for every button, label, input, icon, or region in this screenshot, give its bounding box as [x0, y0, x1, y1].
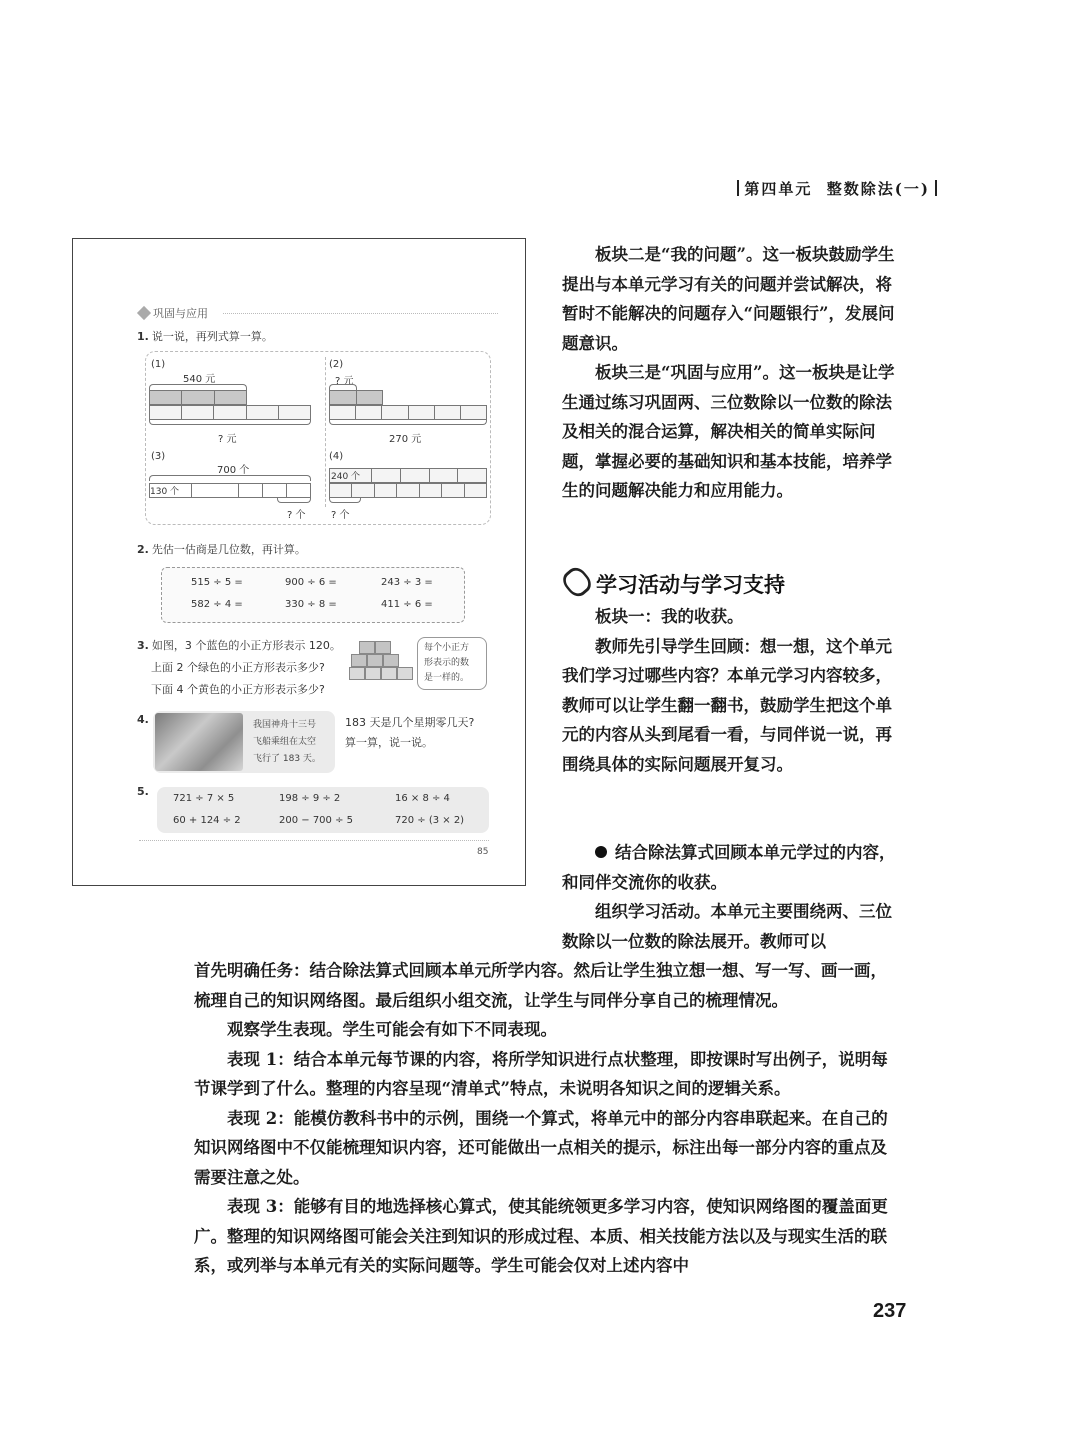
- paragraph: 板块二是“我的问题”。这一板块鼓励学生提出与本单元学习有关的问题并尝试解决，将暂时不能解决的问题存入“问题银行”，发展问题意识。: [562, 245, 895, 353]
- brace: [329, 497, 361, 503]
- q1-cell3-top: 700 个: [217, 465, 250, 476]
- brace: [277, 497, 311, 503]
- brace: [329, 419, 487, 425]
- paragraph: 表现 1：结合本单元每节课的内容，将所学知识进行点状整理，即按课时写出例子，说明每节课学到了什么。整理的内容呈现“清单式”特点，未说明各知识之间的逻辑关系。: [194, 1049, 888, 1098]
- q2-expr: 330 ÷ 8 =: [285, 599, 337, 610]
- astronauts-photo: [155, 713, 243, 771]
- paragraph: 表现 2：能模仿教科书中的示例，围绕一个算式，将单元中的部分内容串联起来。在自己的知识网络图中不仅能梳理知识内容，还可能做出一点相关的提示，标注出每一部分内容的重点及需要注意之处。: [194, 1108, 888, 1187]
- section-title: 巩固与应用: [139, 305, 208, 321]
- q1-cell3-left: 130 个: [150, 487, 180, 497]
- q4-question: 183 天是几个星期零几天? 算一算，说一说。: [345, 716, 475, 749]
- q3-cubes-figure: [349, 641, 415, 695]
- q2-prompt: 2. 先估一估商是几位数，再计算。: [137, 543, 306, 556]
- q1-cell1-strip-top: [149, 390, 247, 405]
- q5-expr: 16 × 8 ÷ 4: [395, 793, 450, 804]
- q1-cell1-num: (1): [151, 359, 166, 370]
- textbook-page-figure: [72, 238, 526, 886]
- q1-cell2-top: ? 元: [335, 376, 354, 387]
- q1-cell1-strip-bottom: [149, 405, 311, 420]
- paragraph: 板块三是“巩固与应用”。这一板块是让学生通过练习巩固两、三位数除以一位数的除法及相关的混合运算，解决相关的简单实际问题，掌握必要的基础知识和基本技能，培养学生的问题解决能力和应用能力。: [562, 363, 895, 500]
- q4-caption: 我国神舟十三号 飞船乘组在太空 飞行了 183 天。: [253, 720, 321, 764]
- q2-expr: 411 ÷ 6 =: [381, 599, 433, 610]
- q1-cell4-num: (4): [329, 451, 344, 462]
- q5-expr: 60 + 124 ÷ 2: [173, 815, 241, 826]
- right-column-bullet: [562, 838, 902, 956]
- q1-cell1-bottom: ? 元: [218, 434, 237, 445]
- q1-cell2-strip-bottom: [329, 405, 487, 420]
- q4-number: 4.: [137, 713, 149, 726]
- running-header: [732, 178, 942, 199]
- bullet-icon: [595, 846, 607, 858]
- q1-cell2-strip-top: [329, 390, 383, 405]
- header-bar-icon: [737, 180, 739, 196]
- q1-cell2-num: (2): [329, 359, 344, 370]
- q3-text: 3. 如图，3 个蓝色的小正方形表示 120。 上面 2 个绿色的小正方形表示多少? 下面 4 个黄色的小正方形表示多少?: [137, 639, 341, 696]
- paperclip-icon: [559, 564, 595, 601]
- q2-expr: 243 ÷ 3 =: [381, 577, 433, 588]
- q3-hint-bubble: 每个小正方 形表示的数 是一样的。: [417, 637, 487, 690]
- right-column-lower: [562, 602, 902, 779]
- q1-cell4-top: 240 个: [331, 472, 361, 482]
- textbook-page-number: 85: [477, 847, 489, 857]
- q1-cell3-bottom: ? 个: [287, 510, 306, 521]
- bottom-divider: [139, 840, 489, 841]
- paragraph: 首先明确任务：结合除法算式回顾本单元所学内容。然后让学生独立想一想、写一写、画一画，梳理自己的知识网络图。最后组织小组交流，让学生与同伴分享自己的梳理情况。: [194, 961, 887, 1010]
- brace: [149, 475, 311, 481]
- paragraph: 教师先引导学生回顾：想一想，这个单元我们学习过哪些内容？本单元学习内容较多，教师可以让学生翻一翻书，鼓励学生把这个单元的内容从头到尾看一看，与同伴说一说，再围绕具体的实际问题展开复习。: [562, 636, 892, 774]
- full-width-text: [194, 956, 902, 1281]
- brace: [149, 419, 311, 425]
- q1-cell4-bottom: ? 个: [331, 510, 350, 521]
- q5-expr: 200 − 700 ÷ 5: [279, 815, 354, 826]
- q2-box: [161, 567, 465, 623]
- q2-expr: 515 ÷ 5 =: [191, 577, 243, 588]
- section-divider: [223, 313, 498, 314]
- page-number: 237: [873, 1300, 907, 1322]
- q1-divider: [325, 357, 326, 507]
- header-unit: 第四单元: [744, 180, 813, 198]
- paragraph: 观察学生表现。学生可能会有如下不同表现。: [227, 1020, 557, 1039]
- header-bar-icon: [935, 180, 937, 196]
- q1-cell2-bottom: 270 元: [389, 434, 422, 445]
- q5-expr: 721 ÷ 7 × 5: [173, 793, 235, 804]
- section-heading: 学习活动与学习支持: [562, 568, 785, 599]
- subheading: 板块一：我的收获。: [595, 607, 744, 626]
- right-column: [562, 240, 902, 506]
- q1-cell1-top: 540 元: [183, 374, 216, 385]
- q5-number: 5.: [137, 785, 149, 798]
- q5-expr: 720 ÷ (3 × 2): [395, 815, 465, 826]
- q1-cell4-strip-bottom: [329, 483, 487, 498]
- q1-cell3-num: (3): [151, 451, 166, 462]
- q2-expr: 582 ÷ 4 =: [191, 599, 243, 610]
- q5-expr: 198 ÷ 9 ÷ 2: [279, 793, 341, 804]
- section-tag-icon: [137, 306, 151, 320]
- q2-expr: 900 ÷ 6 =: [285, 577, 337, 588]
- paragraph: 组织学习活动。本单元主要围绕两、三位数除以一位数的除法展开。教师可以: [562, 902, 892, 951]
- bullet-item: 结合除法算式回顾本单元学过的内容，和同伴交流你的收获。: [562, 843, 896, 892]
- header-title: 整数除法(一): [826, 180, 930, 198]
- paragraph: 表现 3：能够有目的地选择核心算式，使其能统领更多学习内容，使知识网络图的覆盖面更广。整理的知识网络图可能会关注到知识的形成过程、本质、相关技能方法以及与现实生活的联系，或列举与本单元有关的实际问题等。学生可能会仅对上述内容中: [194, 1197, 888, 1275]
- q1-prompt: 1. 说一说，再列式算一算。: [137, 330, 273, 343]
